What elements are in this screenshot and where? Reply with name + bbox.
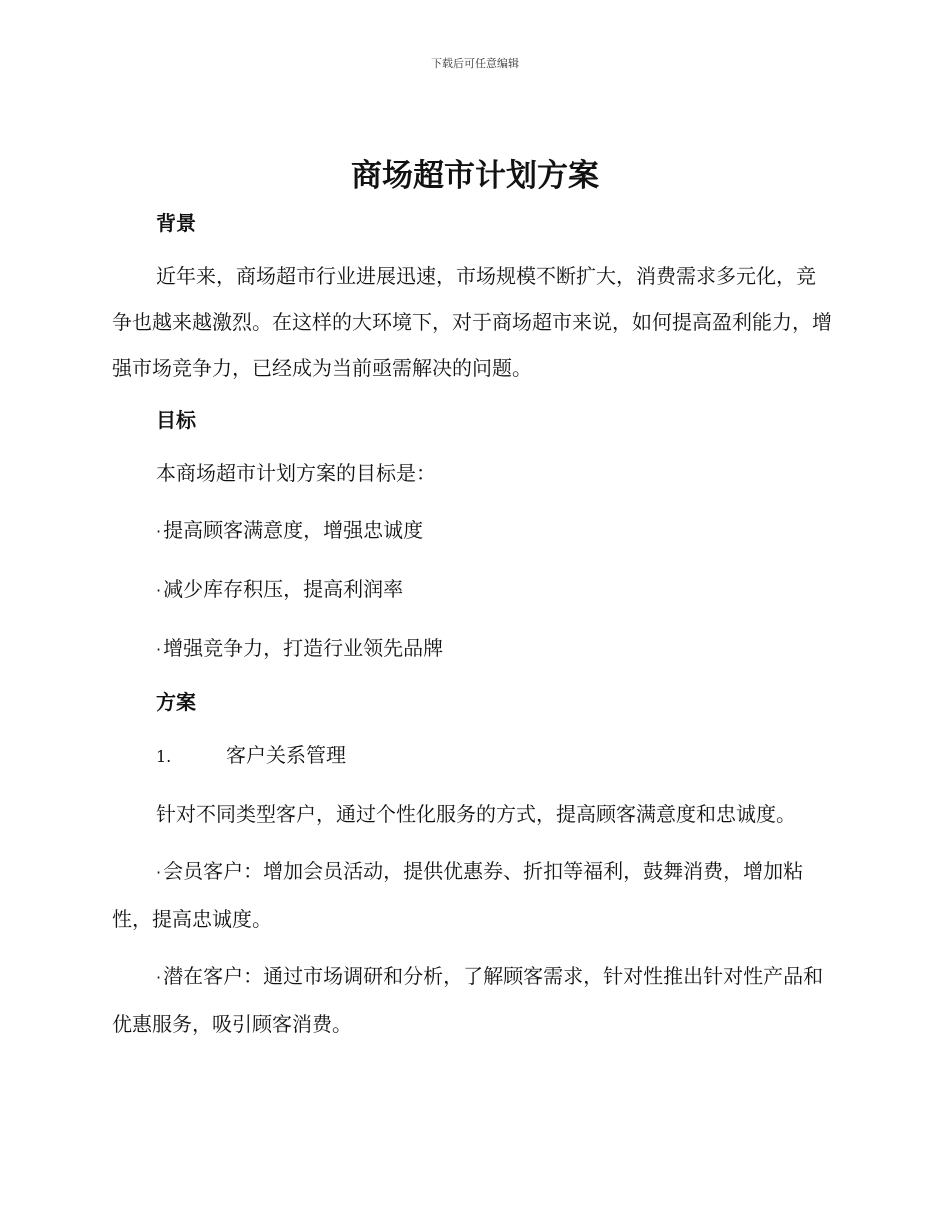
plan-item-description: 针对不同类型客户，通过个性化服务的方式，提高顾客满意度和忠诚度。 [156,802,796,826]
goals-bullet-text: 提高顾客满意度，增强忠诚度 [163,518,424,542]
section-heading-plan: 方案 [156,690,196,714]
plan-bullet-text: 会员客户：增加会员活动，提供优惠券、折扣等福利，鼓舞消费，增加粘性，提高忠诚度。 [112,859,804,931]
goals-bullet-item [156,566,832,614]
plan-item-number: 1. [156,747,172,766]
plan-item-label: 客户关系管理 [226,743,346,767]
bullet-icon: · [156,968,162,987]
bullet-icon: · [156,522,162,541]
document-title: 商场超市计划方案 [351,158,599,194]
bullet-icon: · [156,581,162,600]
header-note: 下载后可任意编辑 [431,57,519,70]
bullet-icon: · [156,640,162,659]
plan-numbered-item [156,732,832,780]
bullet-icon: · [156,863,162,882]
goals-intro: 本商场超市计划方案的目标是： [156,461,436,485]
section-heading-background: 背景 [156,211,196,235]
plan-bullet-text: 潜在客户：通过市场调研和分析，了解顾客需求，针对性推出针对性产品和优惠服务，吸引顾客消费。 [112,964,824,1036]
background-paragraph: 近年来，商场超市行业进展迅速，市场规模不断扩大，消费需求多元化，竞争也越来越激烈。在这样的大环境下，对于商场超市来说，如何提高盈利能力，增强市场竞争力，已经成为当前亟需解决的问题。 [112,264,832,380]
document-body [112,205,832,1058]
goals-bullet-item [156,625,832,673]
section-heading-goals: 目标 [156,408,196,432]
goals-bullet-item [156,507,832,555]
goals-bullet-text: 增强竞争力，打造行业领先品牌 [163,636,444,660]
plan-bullet-item [112,953,832,1047]
goals-bullet-text: 减少库存积压，提高利润率 [163,577,404,601]
plan-bullet-item [112,848,832,942]
